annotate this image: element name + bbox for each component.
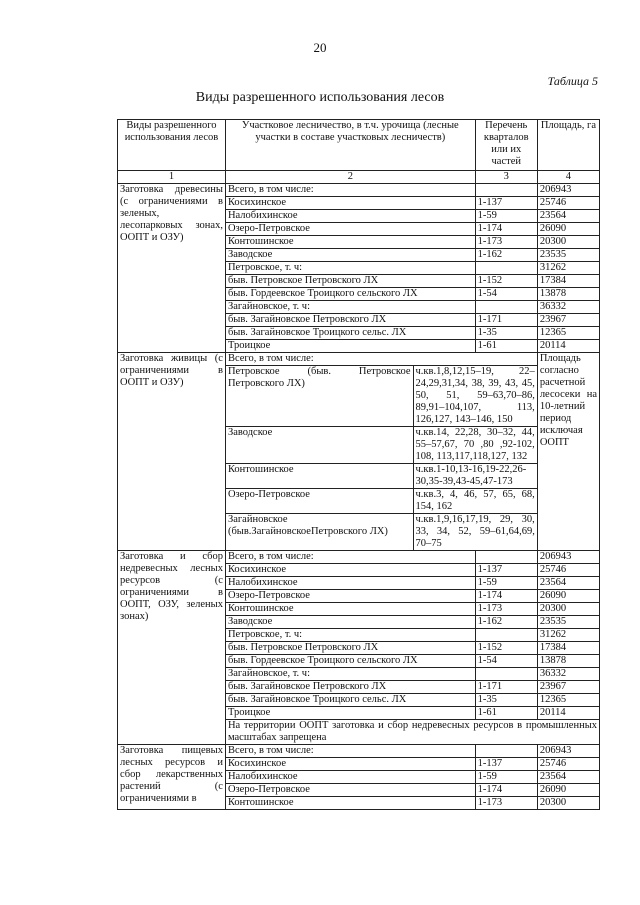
quarters-cell: ч.кв.1,8,12,15–19, 22–24,29,31,34, 38, 39, 43, 45, 50, 51, 59–63,70–86, 89,91–104,107, 113, 126,127, 143–146, 150	[413, 366, 537, 427]
quarters-cell: 1-171	[475, 314, 537, 327]
quarters-cell: ч.кв.1,9,16,17,19, 29, 30, 33, 34, 52, 59–61,64,69, 70–75	[413, 514, 537, 551]
area-cell: 206943	[537, 551, 599, 564]
area-note: Площадь согласно расчетной лесосеки на 10-летний период исключая ООПТ	[537, 353, 599, 551]
quarters-cell: 1-162	[475, 249, 537, 262]
section-note: На территории ООПТ заготовка и сбор недревесных ресурсов в промышленных масштабах запрещена	[225, 720, 599, 745]
area-cell: 20114	[537, 707, 599, 720]
quarters-cell	[475, 668, 537, 681]
forestry-name: Косихинское	[225, 758, 475, 771]
page-number: 20	[313, 40, 327, 55]
area-cell: 20300	[537, 603, 599, 616]
forestry-name: Контошинское	[225, 236, 475, 249]
forestry-name: Петровское, т. ч:	[225, 262, 475, 275]
section-resin	[118, 353, 600, 551]
quarters-cell: 1-137	[475, 197, 537, 210]
quarters-cell	[475, 301, 537, 314]
quarters-cell: 1-174	[475, 784, 537, 797]
forestry-name: Налобихинское	[225, 577, 475, 590]
area-cell: 25746	[537, 197, 599, 210]
header-col1: Виды разрешенного использования лесов	[118, 120, 226, 171]
area-cell: 36332	[537, 301, 599, 314]
table-row	[118, 551, 600, 564]
quarters-cell: 1-152	[475, 275, 537, 288]
forestry-name: Заводское	[225, 427, 413, 464]
quarters-cell: 1-162	[475, 616, 537, 629]
forestry-name: Загайновское, т. ч:	[225, 301, 475, 314]
area-cell: 12365	[537, 327, 599, 340]
quarters-cell	[475, 551, 537, 564]
area-cell: 31262	[537, 629, 599, 642]
column-number: 3	[475, 171, 537, 184]
forestry-name: Налобихинское	[225, 210, 475, 223]
column-number-row	[118, 171, 600, 184]
area-cell: 26090	[537, 223, 599, 236]
forestry-name: Всего, в том числе:	[225, 353, 537, 366]
land-use-table	[117, 119, 600, 810]
forestry-name: быв. Загайновское Петровского ЛХ	[225, 681, 475, 694]
section-label: Заготовка древесины (с ограничениями в зеленых, лесопарковых зонах, ООПТ и ОЗУ)	[118, 184, 226, 353]
area-cell: 17384	[537, 642, 599, 655]
quarters-cell: 1-137	[475, 758, 537, 771]
column-number: 2	[225, 171, 475, 184]
quarters-cell: 1-174	[475, 590, 537, 603]
quarters-cell: 1-61	[475, 707, 537, 720]
forestry-name: Озеро-Петровское	[225, 223, 475, 236]
quarters-cell: 1-54	[475, 288, 537, 301]
forestry-name: быв. Загайновское Петровского ЛХ	[225, 314, 475, 327]
quarters-cell: 1-171	[475, 681, 537, 694]
forestry-name: Заводское	[225, 616, 475, 629]
quarters-cell	[475, 745, 537, 758]
quarters-cell: ч.кв.3, 4, 46, 57, 65, 68, 154, 162	[413, 489, 537, 514]
table-header-row	[118, 120, 600, 171]
area-cell: 23564	[537, 210, 599, 223]
section-food	[118, 745, 600, 810]
quarters-cell: 1-54	[475, 655, 537, 668]
quarters-cell: 1-59	[475, 210, 537, 223]
area-cell: 23564	[537, 771, 599, 784]
quarters-cell: 1-174	[475, 223, 537, 236]
area-cell: 25746	[537, 758, 599, 771]
area-cell: 12365	[537, 694, 599, 707]
area-cell: 36332	[537, 668, 599, 681]
header-col4: Площадь, га	[537, 120, 599, 171]
area-cell: 20114	[537, 340, 599, 353]
forestry-name: Контошинское	[225, 603, 475, 616]
quarters-cell: 1-59	[475, 577, 537, 590]
section-nonwood	[118, 551, 600, 745]
quarters-cell: 1-173	[475, 603, 537, 616]
area-cell: 13878	[537, 288, 599, 301]
area-cell: 23564	[537, 577, 599, 590]
forestry-name: быв. Петровское Петровского ЛХ	[225, 642, 475, 655]
forestry-name: Троицкое	[225, 340, 475, 353]
forestry-name: Косихинское	[225, 564, 475, 577]
quarters-cell: 1-61	[475, 340, 537, 353]
area-cell: 23967	[537, 314, 599, 327]
section-label: Заготовка пищевых лесных ресурсов и сбор лекарственных растений (с ограничениями в	[118, 745, 226, 810]
section-wood	[118, 184, 600, 353]
forestry-name: Заводское	[225, 249, 475, 262]
area-cell: 20300	[537, 797, 599, 810]
area-cell: 206943	[537, 745, 599, 758]
area-cell: 17384	[537, 275, 599, 288]
area-cell: 23967	[537, 681, 599, 694]
forestry-name: Петровское (быв. Петровское Петровского ЛХ)	[225, 366, 413, 427]
forestry-name: Всего, в том числе:	[225, 184, 475, 197]
quarters-cell: 1-152	[475, 642, 537, 655]
forestry-name: Загайновское (быв.ЗагайновскоеПетровского ЛХ)	[225, 514, 413, 551]
table-row	[118, 184, 600, 197]
forestry-name: Налобихинское	[225, 771, 475, 784]
area-cell: 23535	[537, 249, 599, 262]
column-number: 1	[118, 171, 226, 184]
forestry-name: Петровское, т. ч:	[225, 629, 475, 642]
forestry-name: Троицкое	[225, 707, 475, 720]
quarters-cell: 1-173	[475, 797, 537, 810]
forestry-name: быв. Загайновское Троицкого сельс. ЛХ	[225, 694, 475, 707]
quarters-cell: ч.кв.14, 22,28, 30–32, 44, 55–57,67, 70 ,80 ,92-102, 108, 113,117,118,127, 132	[413, 427, 537, 464]
area-cell: 31262	[537, 262, 599, 275]
forestry-name: быв. Гордеевское Троицкого сельского ЛХ	[225, 655, 475, 668]
forestry-name: Всего, в том числе:	[225, 745, 475, 758]
quarters-cell	[475, 184, 537, 197]
forestry-name: быв. Гордеевское Троицкого сельского ЛХ	[225, 288, 475, 301]
header-col3: Перечень кварталов или их частей	[475, 120, 537, 171]
section-label: Заготовка и сбор недревесных лесных ресурсов (с ограничениями в ООПТ, ОЗУ, зеленых зонах)	[118, 551, 226, 745]
forestry-name: Озеро-Петровское	[225, 784, 475, 797]
area-cell: 206943	[537, 184, 599, 197]
area-cell: 25746	[537, 564, 599, 577]
area-cell: 23535	[537, 616, 599, 629]
quarters-cell: 1-35	[475, 694, 537, 707]
forestry-name: Контошинское	[225, 464, 413, 489]
area-cell: 26090	[537, 590, 599, 603]
quarters-cell: 1-35	[475, 327, 537, 340]
quarters-cell: 1-59	[475, 771, 537, 784]
table-row	[118, 353, 600, 366]
forestry-name: Озеро-Петровское	[225, 590, 475, 603]
table-label: Таблица 5	[547, 74, 598, 88]
table-row	[118, 745, 600, 758]
forestry-name: быв. Петровское Петровского ЛХ	[225, 275, 475, 288]
forestry-name: Загайновское, т. ч:	[225, 668, 475, 681]
forestry-name: Контошинское	[225, 797, 475, 810]
area-cell: 20300	[537, 236, 599, 249]
quarters-cell	[475, 629, 537, 642]
area-cell: 13878	[537, 655, 599, 668]
quarters-cell: 1-173	[475, 236, 537, 249]
forestry-name: Озеро-Петровское	[225, 489, 413, 514]
column-number: 4	[537, 171, 599, 184]
quarters-cell: 1-137	[475, 564, 537, 577]
forestry-name: быв. Загайновское Троицкого сельс. ЛХ	[225, 327, 475, 340]
area-cell: 26090	[537, 784, 599, 797]
quarters-cell	[475, 262, 537, 275]
quarters-cell: ч.кв.1-10,13-16,19-22,26-30,35-39,43-45,47-173	[413, 464, 537, 489]
header-col2: Участковое лесничество, в т.ч. урочища (лесные участки в составе участковых лесничеств)	[225, 120, 475, 171]
document-title: Виды разрешенного использования лесов	[195, 90, 445, 105]
forestry-name: Всего, в том числе:	[225, 551, 475, 564]
forestry-name: Косихинское	[225, 197, 475, 210]
section-label: Заготовка живицы (с ограничениями в ООПТ и ОЗУ)	[118, 353, 226, 551]
